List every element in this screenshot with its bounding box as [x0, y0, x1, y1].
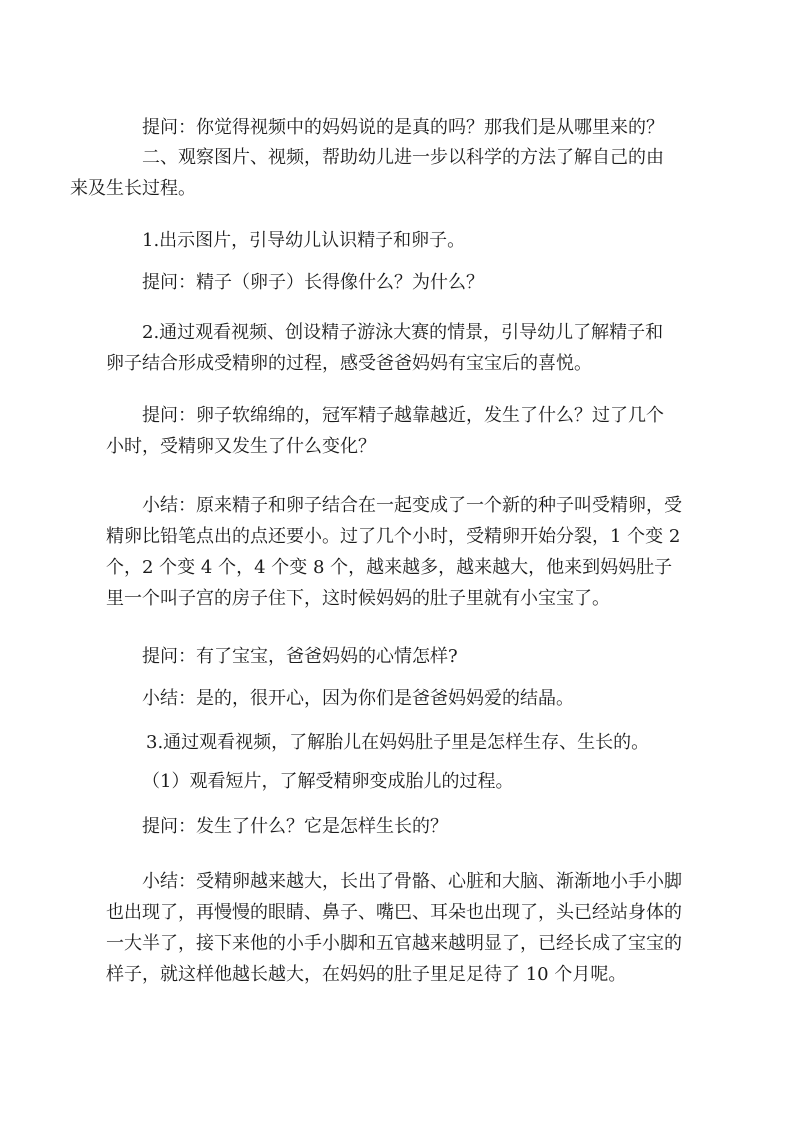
summary-paragraph [106, 490, 694, 614]
summary-paragraph [106, 683, 694, 714]
paragraph-line: 小时，受精卵又发生了什么变化？ [106, 436, 376, 457]
paragraph-line: 里一个叫子宫的房子住下，这时候妈妈的肚子里就有小宝宝了。 [106, 588, 610, 609]
paragraph-line: 个，2 个变 4 个，4 个变 8 个，越来越多，越来越大，他来到妈妈肚子 [106, 557, 673, 578]
question-paragraph [106, 641, 694, 672]
summary-paragraph [106, 866, 694, 990]
step-paragraph [106, 317, 694, 379]
step-paragraph [106, 225, 694, 256]
paragraph-line: 提问：卵子软绵绵的，冠军精子越靠越近，发生了什么？过了几个 [142, 405, 664, 426]
sub-step-paragraph [106, 766, 694, 797]
paragraph-line: 一大半了，接下来他的小手小脚和五官越来越明显了，已经长成了宝宝的 [106, 933, 682, 954]
step-paragraph [106, 727, 694, 758]
question-paragraph [106, 400, 694, 462]
paragraph-line: 提问：有了宝宝，爸爸妈妈的心情怎样? [142, 646, 458, 667]
paragraph-line: 小结：是的，很开心，因为你们是爸爸妈妈爱的结晶。 [142, 688, 574, 709]
section-heading-paragraph [70, 142, 694, 204]
paragraph-line: 卵子结合形成受精卵的过程，感受爸爸妈妈有宝宝后的喜悦。 [106, 353, 592, 374]
paragraph-line: 1.出示图片，引导幼儿认识精子和卵子。 [142, 230, 466, 251]
paragraph-line: 小结：原来精子和卵子结合在一起变成了一个新的种子叫受精卵，受 [142, 495, 682, 516]
paragraph-line: 小结：受精卵越来越大，长出了骨骼、心脏和大脑、渐渐地小手小脚 [142, 871, 682, 892]
paragraph-line: 精卵比铅笔点出的点还要小。过了几个小时，受精卵开始分裂，1 个变 2 [106, 526, 681, 547]
paragraph-line: 样子，就这样他越长越大，在妈妈的肚子里足足待了 10 个月呢。 [106, 964, 627, 985]
question-paragraph [106, 267, 694, 298]
paragraph-line: 3.通过观看视频，了解胎儿在妈妈肚子里是怎样生存、生长的。 [146, 732, 650, 753]
paragraph-line: 提问：精子（卵子）长得像什么？为什么？ [142, 272, 484, 293]
paragraph-line: 提问：你觉得视频中的妈妈说的是真的吗？那我们是从哪里来的？ [142, 117, 664, 138]
paragraph-line: 提问：发生了什么？它是怎样生长的？ [142, 816, 448, 837]
paragraph-line: 2.通过观看视频、创设精子游泳大赛的情景，引导幼儿了解精子和 [142, 322, 664, 343]
paragraph-line: 也出现了，再慢慢的眼睛、鼻子、嘴巴、耳朵也出现了，头已经站身体的 [106, 902, 682, 923]
question-paragraph [106, 112, 694, 143]
question-paragraph [106, 811, 694, 842]
paragraph-line: 二、观察图片、视频，帮助幼儿进一步以科学的方法了解自己的由 [142, 147, 664, 168]
paragraph-line: 来及生长过程。 [70, 178, 196, 199]
paragraph-line: （1）观看短片，了解受精卵变成胎儿的过程。 [142, 771, 514, 792]
